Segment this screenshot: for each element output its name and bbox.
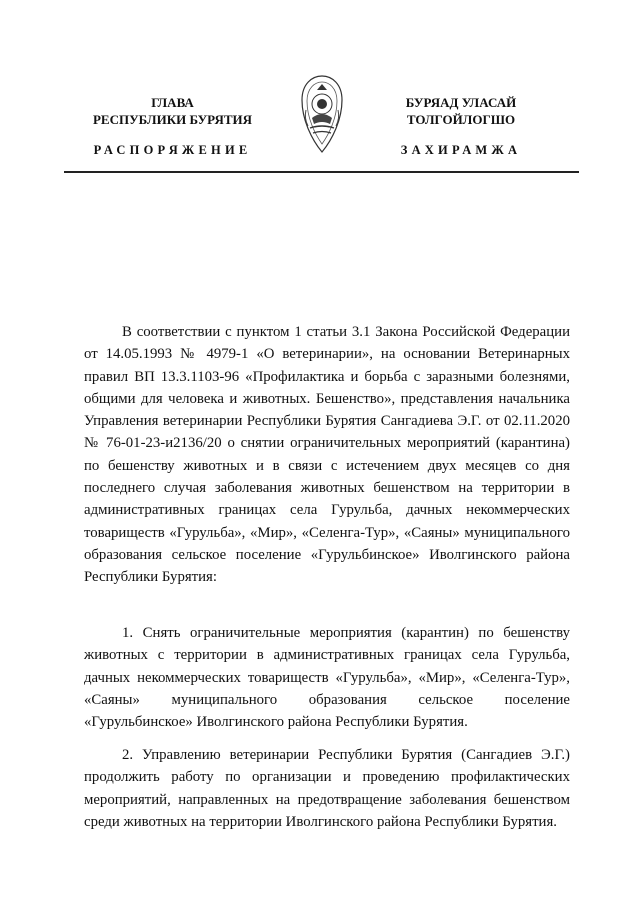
item-1-paragraph bbox=[84, 622, 570, 733]
left-header-subtitle: РЕСПУБЛИКИ БУРЯТИЯ bbox=[92, 112, 253, 127]
item-2-text: 2. Управлению ветеринарии Республики Бурятия (Сангадиев Э.Г.) продолжить работу по организации и проведению профилактических мероприятий, направленных на предотвращение заболевания бешенством среди животных на территории Иволгинского района Республики Бурятия. bbox=[84, 747, 570, 830]
right-header bbox=[352, 94, 570, 159]
left-header bbox=[60, 94, 285, 159]
right-header-subtitle: ТОЛГОЙЛОГШО bbox=[406, 112, 516, 127]
right-header-title: БУРЯАД УЛАСАЙ bbox=[405, 95, 517, 110]
left-doc-type: РАСПОРЯЖЕНИЕ bbox=[93, 143, 252, 157]
item-1-text: 1. Снять ограничительные мероприятия (карантин) по бешенству животных с территории в административных границах села Гурульба, дачных некоммерческих товариществ «Гурульба», «Мир», «Селенга-Тур», «Саяны» муниципального образования сельское поселение «Гурульбинское» Иволгинского района Республики Бурятия. bbox=[84, 625, 570, 731]
item-2-paragraph bbox=[84, 744, 570, 833]
preamble-paragraph bbox=[84, 321, 570, 589]
header-divider bbox=[64, 171, 579, 173]
preamble-text: В соответствии с пунктом 1 статьи 3.1 Закона Российской Федерации от 14.05.1993 № 4979-1 «О ветеринарии», на основании Ветеринарных правил ВП 13.3.1103-96 «Профилактика и борьба с заразными болезнями, общими для человека и животных. Бешенство», представления начальника Управления ветеринарии Республики Бурятия Сангадиева Э.Г. от 02.11.2020 № 76-01-23-и2136/20 о снятии ограничительных мероприятий (карантина) по бешенству животных и в связи с истечением двух месяцев со дня последнего случая заболевания животных бешенством на территории в административных границах села Гурульба, дачных некоммерческих товариществ «Гурульба», «Мир», «Селенга-Тур», «Саяны» муниципального образования сельское поселение «Гурульбинское» Иволгинского района Республики Бурятия: bbox=[84, 324, 570, 586]
left-header-title: ГЛАВА bbox=[151, 95, 194, 110]
coat-of-arms-buryatia-icon bbox=[298, 70, 346, 156]
right-doc-type: ЗАХИРАМЖА bbox=[400, 143, 522, 157]
